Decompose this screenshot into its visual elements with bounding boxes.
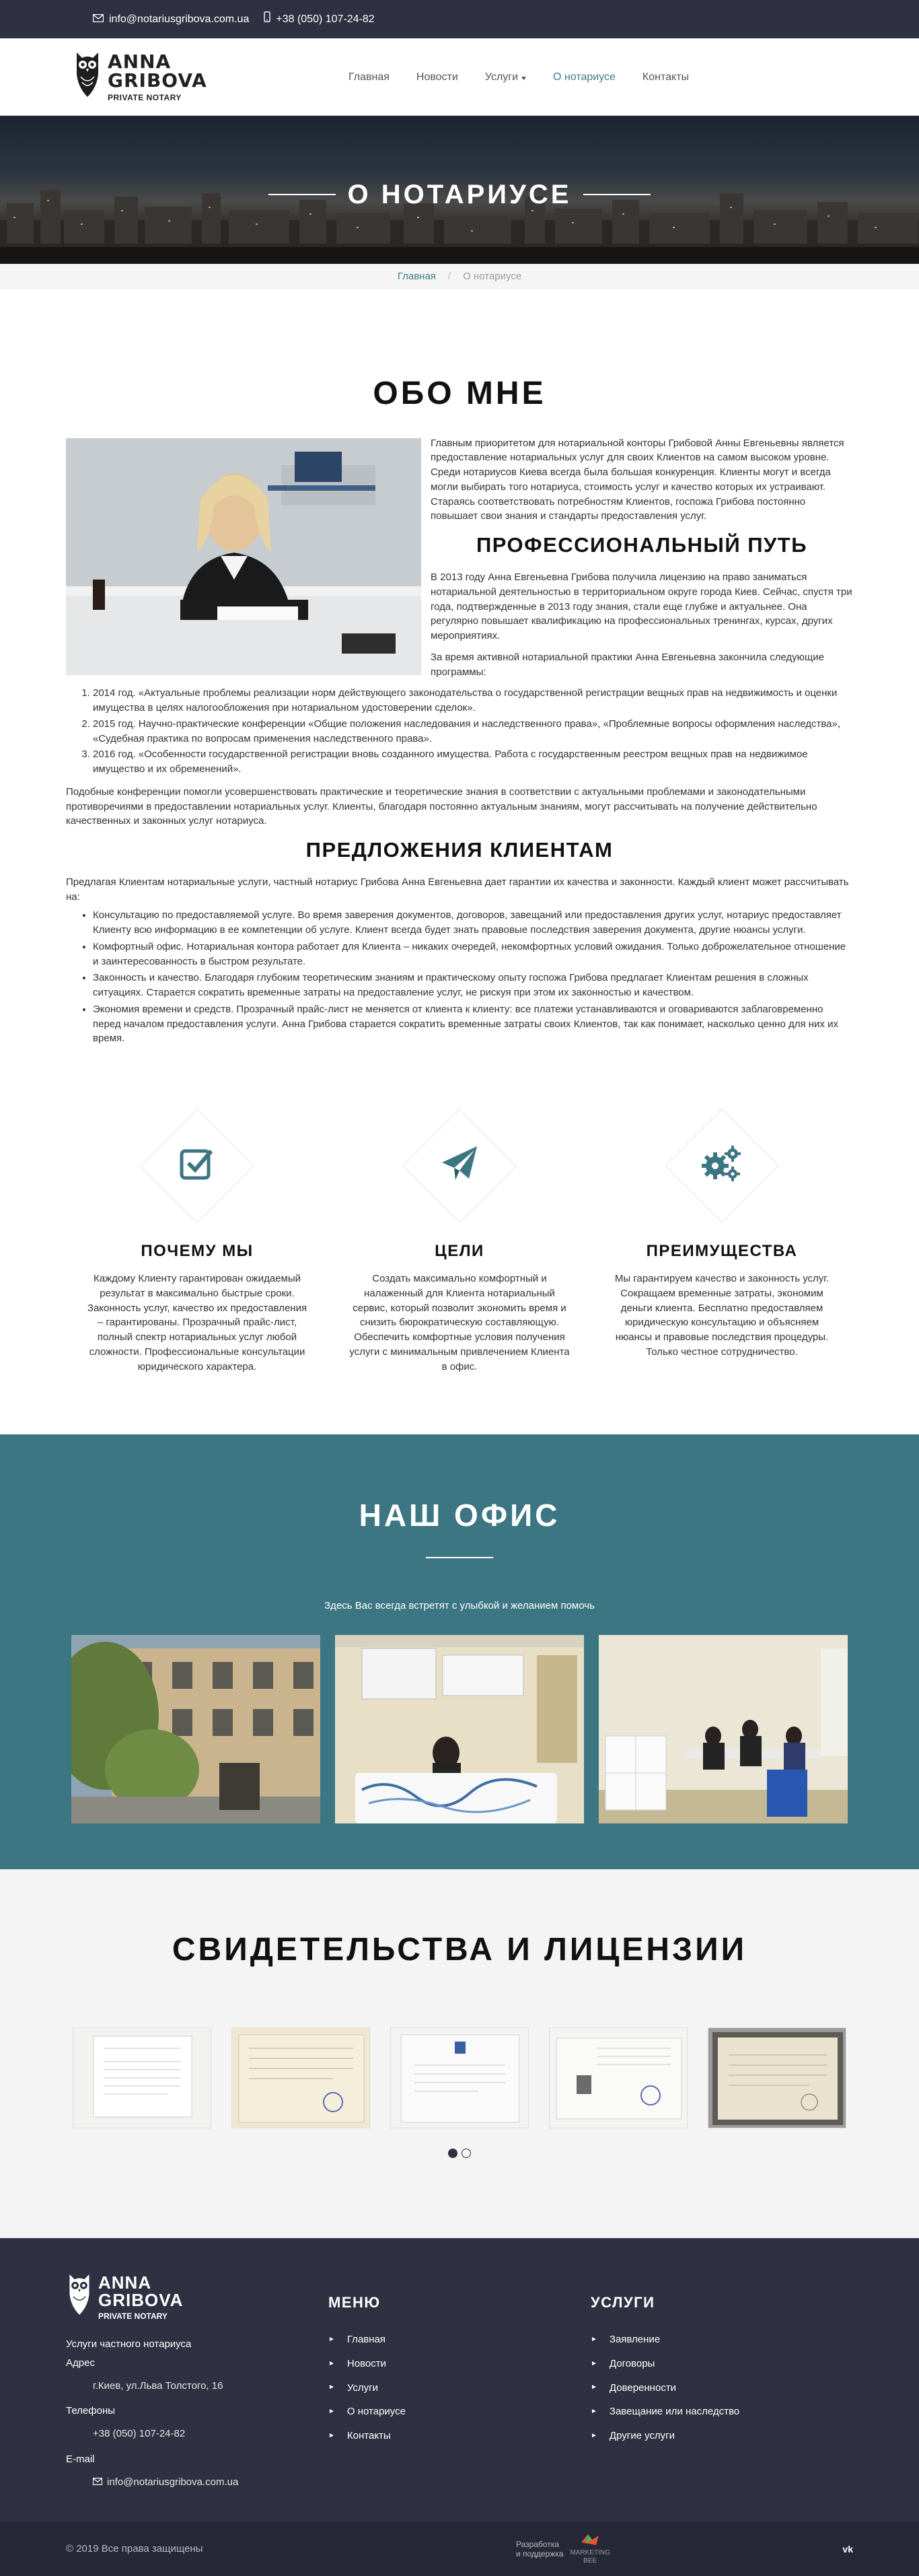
chevron-right-icon: ► [328,2335,335,2343]
feature-icon-frame [661,1105,782,1226]
certificate-thumbnail[interactable] [73,2027,211,2128]
footer-email-text[interactable]: info@notariusgribova.com.ua [107,2476,239,2488]
feature-title: ПОЧЕМУ МЫ [141,1242,254,1261]
footer-service-label: Завещание или наследство [609,2406,740,2418]
nav-contacts[interactable] [642,69,689,85]
footer-service-item[interactable] [591,2357,853,2371]
about-intro: Главным приоритетом для нотариальной конторы Грибовой Анны Евгеньевны является предоставление нотариальных услуг для своих Клиентов на самом высоком уровне. Среди нотариусов Киева всегда была большая конкуренция. Клиенты могут и всегда могли выбирать того нотариуса, стоимость услуг и качество которых их устраивают. Стараясь соответствовать потребностям Клиентов, госпожа Грибова постоянно повышает свои знания и стандарты предоставления услуг. [431,437,844,522]
breadcrumb [0,264,919,289]
chevron-right-icon: ► [328,2383,335,2392]
chevron-right-icon: ► [328,2408,335,2416]
owl-logo-icon [66,2272,93,2322]
nav-home-label: Главная [348,71,390,83]
footer-menu-item[interactable] [328,2429,591,2443]
footer-service-item[interactable] [591,2381,853,2396]
chevron-right-icon: ► [328,2359,335,2367]
topbar-phone-text[interactable]: +38 (050) 107-24-82 [276,13,375,25]
footer-logo-line2: GRIBOVA [98,2290,184,2311]
certificates-carousel [0,2027,919,2128]
office-photo-workplace[interactable] [599,1635,848,1823]
offers-intro: Предлагая Клиентам нотариальные услуги, частный нотариус Грибова Анна Евгеньевна дает гарантии их качества и законности. Каждый клиент может рассчитывать на: [66,876,849,903]
offer-item: • Консультацию по предоставляемой услуге. Во время заверения документов, договоров, завещаний или предоставления других услуг, нотариус предоставляет Клиенту всю информацию в ее компетенции об услуге. Клиент всегда будет знать правовые последствия заверения документа, другие нюансы услуги. [93,908,853,938]
feature-why-us [86,1105,308,1374]
footer-menu-label: Контакты [346,2430,391,2442]
site-footer [0,2238,919,2522]
feature-title: ЦЕЛИ [435,1242,484,1261]
about-body [66,436,853,1047]
dev-line1: Разработка [515,2539,559,2549]
footer-menu-label: Новости [346,2357,386,2369]
footer-menu-item[interactable] [328,2404,591,2419]
footer-service-label: Доверенности [609,2381,677,2394]
footer-email[interactable] [66,2475,328,2490]
copyright-text: © 2019 Все права защищены [66,2543,203,2555]
certificate-thumbnail[interactable] [549,2027,688,2128]
about-title: ОБО МНЕ [373,376,546,411]
marketing-bee-logo [570,2533,610,2565]
feature-icon-frame [399,1105,520,1226]
carousel-dot-1[interactable] [448,2149,457,2158]
nav-contacts-label: Контакты [642,71,690,83]
feature-text: Каждому Клиенту гарантирован ожидаемый результат в максимально быстрые сроки. Законность услуг, качество их предоставления – гарантированы. Прозрачный прайс-лист, полный спектр нотариальных услуг любой сложности. Профессиональные консультации юридического характера. [87,1273,307,1372]
professional-path-text: В 2013 году Анна Евгеньевна Грибова получила лицензию на право заниматься нотариальной деятельностью в территориальном округе города Киев. Сейчас, спустя три года, подтвержденные в 2013 году знания, стали еще глубже и актуальнее. Она регулярно повышает квалификацию на профессиональных тренингах, курсах, других мероприятиях. [431,571,852,642]
program-item: 2. 2015 год. Научно-практические конференции «Общие положения наследования и наследственного права», «Проблемные вопросы оформления наследства», «Судебная практика по вопросам применения наследственного права». [93,717,853,746]
after-programs-text: Подобные конференции помогли усовершенствовать практические и теоретические знания в соответствии с актуальными проблемами и законодательными противоречиями в предоставлении нотариальных услуг. Клиенты, благодаря постоянно актуальным знаниям, могут рассчитывать на получение действительно качественных и законных услуг нотариуса. [66,786,817,827]
carousel-dots [0,2149,919,2158]
topbar-phone[interactable] [264,11,374,27]
footer-menu-title: МЕНЮ [328,2294,381,2311]
footer-menu-item[interactable] [328,2381,591,2396]
carousel-dot-2[interactable] [462,2149,471,2158]
feature-advantages [611,1105,833,1374]
nav-home[interactable] [348,69,390,85]
bee-icon [579,2533,601,2546]
footer-logo-line1: ANNA [98,2272,152,2293]
chevron-right-icon: ► [591,2359,597,2367]
developer-credit[interactable] [516,2533,610,2565]
features-row [66,1048,853,1434]
nav-news[interactable] [416,69,458,85]
footer-menu-label: Главная [346,2334,385,2346]
program-item: 3. 2016 год. «Особенности государственной регистрации вновь созданного имущества. Работа с государственным реестром вещных прав на недвижимое имущество и их обременений». [93,747,853,777]
offer-item: • Экономия времени и средств. Прозрачный прайс-лист не меняется от клиента к клиенту: все платежи устанавливаются и оговариваются заблаговременно перед началом предоставления услуги. Анна Грибова старается сократить временные затраты своих Клиентов, так как понимает, насколько ценно для них их время. [93,1002,853,1046]
offers-list [66,908,853,1046]
top-bar [0,0,919,38]
chevron-right-icon: ► [591,2383,597,2392]
nav-about-notary[interactable] [553,69,616,85]
office-title: НАШ ОФИС [359,1498,560,1533]
footer-address: г.Киев, ул.Льва Толстого, 16 [93,2379,223,2392]
footer-services-title: УСЛУГИ [591,2294,655,2311]
about-section [0,289,919,1434]
footer-address-label: Адрес [66,2357,95,2369]
footer-phone[interactable]: +38 (050) 107-24-82 [93,2428,186,2440]
vk-icon[interactable]: vk [842,2544,853,2555]
certificates-title: СВИДЕТЕЛЬСТВА И ЛИЦЕНЗИИ [172,1932,747,1968]
offer-item: • Законность и качество. Благодаря глубоким теоретическим знаниям и практическому опыту госпожа Грибова предлагает Клиентам решения в сложных ситуациях. Старается сократить временные затраты на предоставление услуг, не рискуя при этом их законностью и качеством. [93,971,853,1000]
certificate-thumbnail[interactable] [390,2027,529,2128]
envelope-icon [93,2475,102,2490]
chevron-right-icon: ► [591,2335,597,2343]
chevron-right-icon: ► [591,2408,597,2416]
logo-tagline: PRIVATE NOTARY [108,93,182,102]
certificate-thumbnail[interactable] [231,2027,370,2128]
program-item: 1. 2014 год. «Актуальные проблемы реализации норм действующего законодательства о государственной регистрации вещных прав на недвижимость и оценки имущества в целях налогообложения при нотариальном удостоверении сделок». [93,686,853,716]
footer-menu [328,2272,591,2500]
office-section [0,1434,919,1869]
footer-service-item[interactable] [591,2332,853,2347]
caret-down-icon [521,69,526,85]
footer-menu-item[interactable] [328,2357,591,2371]
topbar-email-text[interactable]: info@notariusgribova.com.ua [109,13,250,25]
offers-title: ПРЕДЛОЖЕНИЯ КЛИЕНТАМ [305,838,614,862]
certificate-thumbnail[interactable] [708,2027,846,2128]
nav-services[interactable] [485,69,526,85]
footer-contacts [66,2272,328,2500]
breadcrumb-home[interactable]: Главная [397,271,436,283]
hero-banner [0,116,919,264]
chevron-right-icon: ► [591,2431,597,2439]
footer-logo[interactable] [66,2272,328,2322]
footer-service-label: Договоры [609,2357,655,2369]
nav-about-label: О нотариусе [553,71,616,83]
office-title-underline [426,1557,493,1558]
feature-text: Мы гарантируем качество и законность услуг. Сокращаем временные затраты, экономим деньги клиента. Бесплатно предоставляем юридическую консультацию и объясняем нюансы и правовые последствия процедуры. Только честное сотрудничество. [614,1273,830,1358]
footer-logo-text [98,2274,183,2320]
notary-portrait-image [66,438,421,675]
mobile-phone-icon [264,11,270,27]
feature-goals [348,1105,571,1374]
offer-item: • Комфортный офис. Нотариальная контора работает для Клиента – никаких очередей, некомфортных условий ожидания. Только доброжелательное отношение и заинтересованность в быстром результате. [93,940,853,969]
logo-text [108,50,207,102]
footer-email-label: E-mail [66,2453,95,2465]
hero-title: О НОТАРИУСЕ [347,180,572,209]
footer-menu-label: О нотариусе [346,2406,406,2418]
hero-left-rule [268,194,336,195]
footer-service-label: Заявление [609,2334,661,2346]
dev-brand: MARKETING [570,2549,610,2557]
programs-intro: За время активной нотариальной практики Анна Евгеньевна закончила следующие программы: [431,651,824,678]
office-gallery [0,1635,919,1823]
programs-list [66,686,853,777]
footer-phones-label: Телефоны [66,2405,116,2417]
site-logo[interactable] [73,50,348,104]
feature-text: Создать максимально комфортный и налаженный для Клиента нотариальный сервис, который позволит экономить время и снизить бюрократическую составляющую. Обеспечить комфортные условия получения услуги с минимальным привлечением Клиента в офис. [349,1273,570,1372]
dev-brand2: BEE [583,2557,597,2565]
professional-path-title: ПРОФЕССИОНАЛЬНЫЙ ПУТЬ [476,533,808,557]
footer-company: Услуги частного нотариуса [66,2338,192,2351]
hero-right-rule [583,194,651,195]
office-photo-building[interactable] [71,1635,320,1823]
logo-line1: ANNA [108,50,172,73]
nav-services-label: Услуги [484,71,519,83]
footer-service-label: Другие услуги [609,2430,675,2442]
breadcrumb-separator: / [447,271,451,283]
feature-icon-frame [137,1105,258,1226]
breadcrumb-current: О нотариусе [463,271,522,283]
nav-news-label: Новости [416,71,458,83]
footer-menu-item[interactable] [328,2332,591,2347]
chevron-right-icon: ► [328,2431,335,2439]
footer-services [591,2272,853,2500]
footer-service-item[interactable] [591,2404,853,2419]
envelope-icon [93,11,104,27]
certificates-section [0,1869,919,2238]
office-photo-reception[interactable] [335,1635,584,1823]
footer-service-item[interactable] [591,2429,853,2443]
site-header [0,38,919,116]
hero-title-wrap [0,175,919,214]
copyright-bar [0,2522,919,2576]
offers-block [66,835,853,1046]
main-nav [348,69,716,85]
office-subtitle: Здесь Вас всегда встретят с улыбкой и желанием помочь [324,1599,595,1611]
dev-line2: и поддержка [515,2549,564,2559]
topbar-email[interactable] [93,11,249,27]
logo-line2: GRIBOVA [108,69,207,92]
feature-title: ПРЕИМУЩЕСТВА [646,1242,798,1261]
footer-menu-label: Услуги [346,2381,379,2394]
footer-logo-tagline: PRIVATE NOTARY [98,2311,168,2322]
owl-logo-icon [73,50,102,104]
